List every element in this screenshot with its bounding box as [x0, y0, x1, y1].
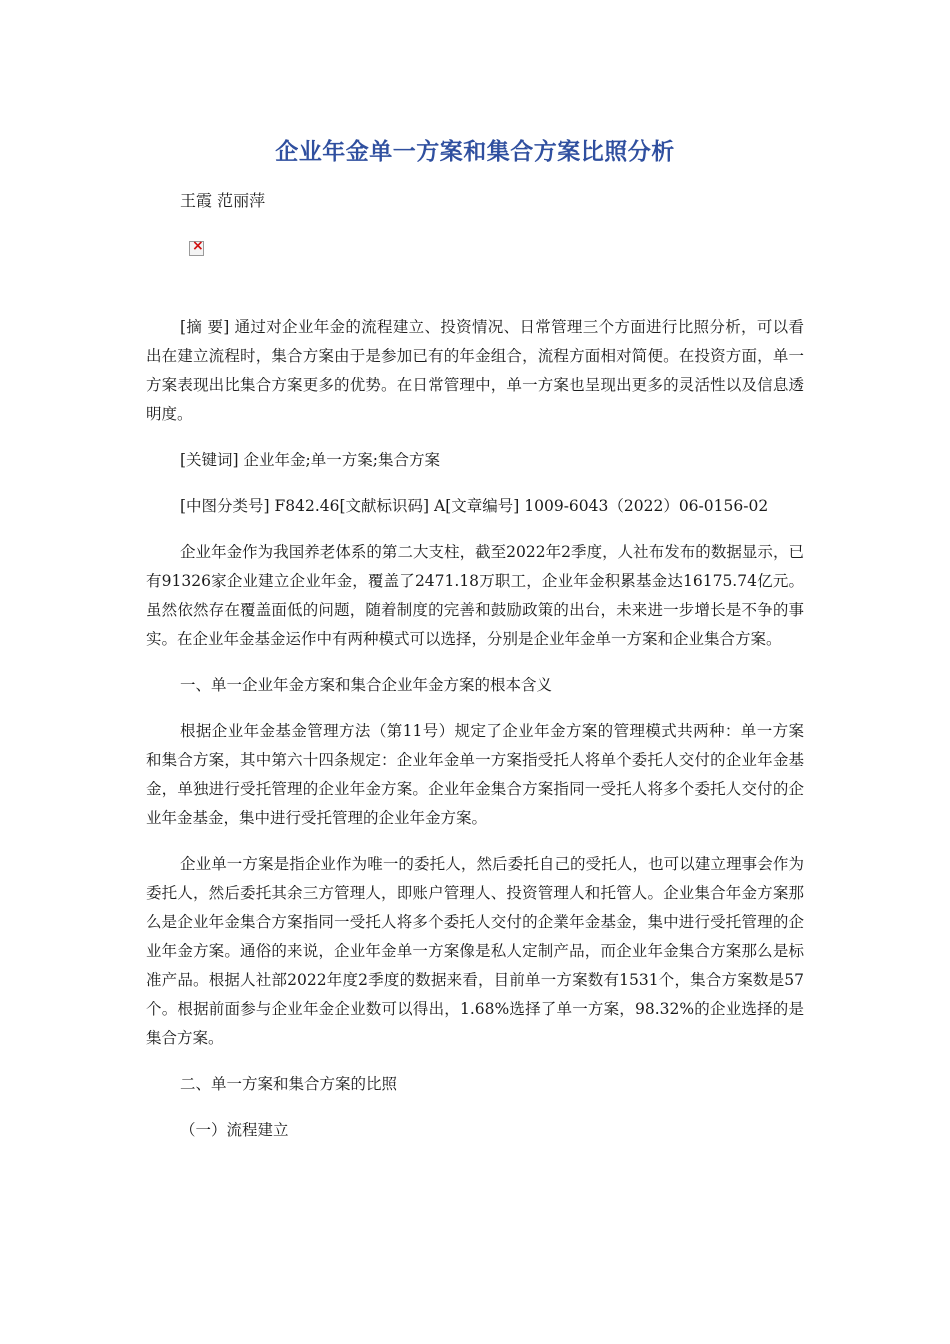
paper-title: 企业年金单一方案和集合方案比照分析	[275, 139, 675, 165]
paper-body	[146, 313, 804, 1145]
intro-paragraph: 企业年金作为我国养老体系的第二大支柱，截至2022年2季度，人社布发布的数据显示，已有91326家企业建立企业年金，覆盖了2471.18万职工，企业年金积累基金达16175.74亿元。虽然依然存在覆盖面低的问题，随着制度的完善和鼓励政策的出台，未来进一步增长是不争的事实。在企业年金基金运作中有两种模式可以选择，分别是企业年金单一方案和企业集合方案。	[146, 543, 804, 648]
body-paragraph: 企业单一方案是指企业作为唯一的委托人，然后委托自己的受托人，也可以建立理事会作为委托人，然后委托其余三方管理人，即账户管理人、投资管理人和托管人。企业集合年金方案那么是企业年金集合方案指同一受托人将多个委托人交付的企業年金基金，集中进行受托管理的企业年金方案。通俗的来说，企业年金单一方案像是私人定制产品，而企业年金集合方案那么是标准产品。根据人社部2022年度2季度的数据来看，目前单一方案数有1531个，集合方案数是57个。根据前面参与企业年金企业数可以得出，1.68%选择了单一方案，98.32%的企业选择的是集合方案。	[146, 855, 804, 1047]
abstract-paragraph: [摘 要] 通过对企业年金的流程建立、投资情况、日常管理三个方面进行比照分析，可以看出在建立流程时，集合方案由于是参加已有的年金组合，流程方面相对简便。在投资方面，单一方案表现出比集合方案更多的优势。在日常管理中，单一方案也呈现出更多的灵活性以及信息透明度。	[146, 318, 804, 423]
subsection-heading-1: （一）流程建立	[180, 1121, 289, 1139]
paper-authors: 王霞 范丽萍	[180, 191, 266, 210]
classification-paragraph: [中图分类号] F842.46[文献标识码] A[文章编号] 1009-6043（2022）06-0156-02	[180, 497, 769, 515]
section-heading-2: 二、单一方案和集合方案的比照	[180, 1075, 398, 1093]
body-paragraph: 根据企业年金基金管理方法（第11号）规定了企业年金方案的管理模式共两种：单一方案和集合方案，其中第六十四条规定：企业年金单一方案指受托人将单个委托人交付的企业年金基金，单独进行受托管理的企业年金方案。企业年金集合方案指同一受托人将多个委托人交付的企业年金基金，集中进行受托管理的企业年金方案。	[146, 722, 804, 827]
broken-image-icon	[189, 241, 204, 256]
keywords-paragraph: [关键词] 企业年金;单一方案;集合方案	[180, 451, 440, 469]
section-heading-1: 一、单一企业年金方案和集合企业年金方案的根本含义	[180, 676, 553, 694]
